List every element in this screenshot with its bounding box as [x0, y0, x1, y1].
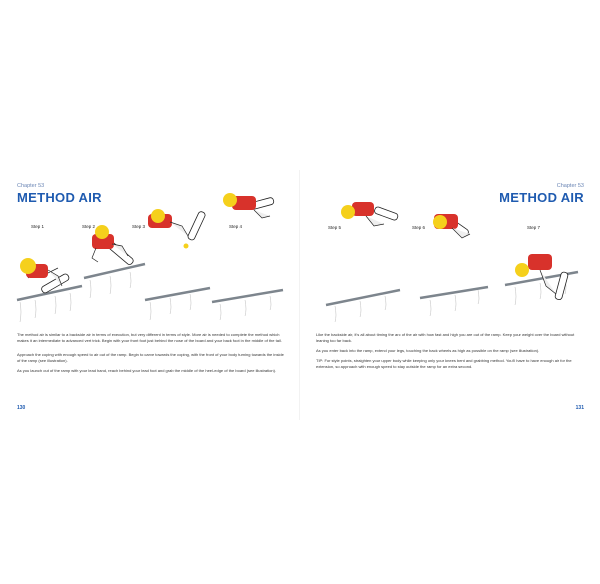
step-label-4: Step 4: [229, 224, 243, 229]
body-paragraph-3: TIP: For style points, straighten your upper body while keeping only your knees bent and grabbing method. You'll have to have enough air for the extension, so approach with enough speed to stay outside the ramp for an extra second.: [316, 358, 572, 369]
body-paragraph-1: The method air is similar to a backside air in terms of execution, but very different in terms of style. More air is needed to complete the method which makes it an intermediate to advanced vert trick. Begin with your front foot just behind the nose of the board and your back foot in the middle of the tail.: [17, 332, 282, 343]
step-label-5: Step 5: [328, 225, 342, 230]
step-label-3: Step 3: [132, 224, 146, 229]
page-number: 131: [575, 405, 584, 411]
body-paragraph-2: Approach the coping with enough speed to air out of the ramp. Begin to carve towards the coping, with the front of your body turning towards the inside of the ramp (see illustration).: [17, 352, 284, 363]
step-label-6: Step 6: [412, 225, 426, 230]
ramp-coping-left: [17, 264, 283, 322]
method-air-illustration-right: [300, 0, 600, 584]
ramp-coping-right: [326, 272, 578, 322]
skater-step-7: [515, 254, 569, 300]
skater-step-3: [148, 209, 206, 249]
chapter-label: Chapter 53: [556, 183, 584, 189]
right-page: [300, 0, 600, 584]
skater-step-4: [223, 193, 274, 218]
page-number: 130: [17, 405, 26, 411]
skater-step-5: [341, 202, 399, 226]
skater-step-2: [92, 225, 134, 266]
chapter-label: Chapter 53: [17, 183, 45, 189]
step-label-2: Step 2: [82, 224, 96, 229]
skater-step-6: [433, 214, 470, 238]
page-title: METHOD AIR: [499, 190, 584, 205]
body-paragraph-1: Like the backside air, it's all about timing the arc of the air with how fast and high you are out of the ramp. Keep your weight over the board without leaning too far back.: [316, 332, 575, 343]
step-label-1: Step 1: [31, 224, 45, 229]
body-paragraph-3: As you launch out of the ramp with your lead hand, reach behind your lead foot and grab the middle of the heel-edge of the board (see illustration).: [17, 368, 277, 373]
skater-step-1: [20, 258, 70, 294]
page-title: METHOD AIR: [17, 190, 102, 205]
body-paragraph-2: As you enter back into the ramp, extend your legs, touching the back wheels as high as possible on the ramp (see illustration).: [316, 348, 540, 353]
step-label-7: Step 7: [527, 225, 541, 230]
